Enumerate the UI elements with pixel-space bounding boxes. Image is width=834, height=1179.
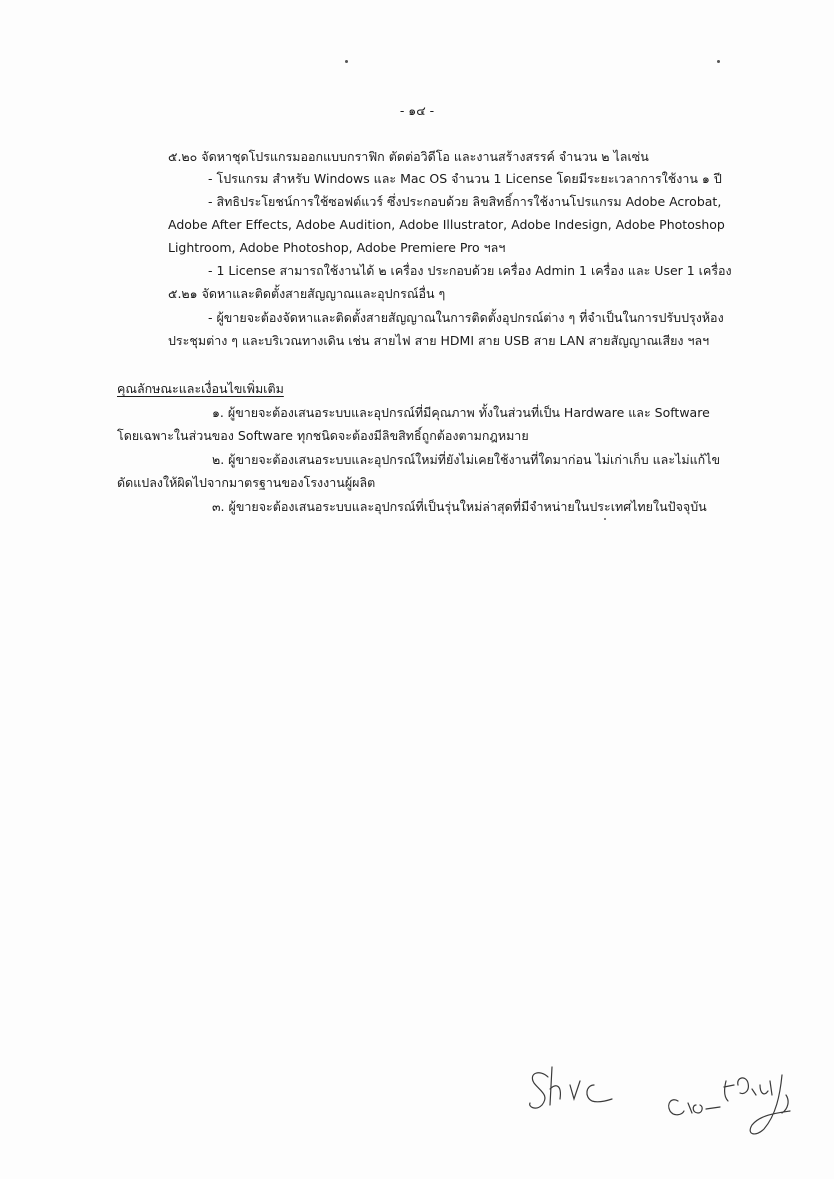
handwritten-signatures bbox=[520, 1055, 810, 1145]
signature-stroke-4 bbox=[587, 1085, 612, 1102]
scan-speck bbox=[345, 60, 348, 63]
scan-speck bbox=[604, 518, 606, 520]
signature-stroke-6 bbox=[724, 1078, 772, 1101]
list-item-continuation: Lightroom, Adobe Photoshop, Adobe Premiere Pro ฯลฯ bbox=[168, 240, 506, 255]
signature-stroke-5 bbox=[669, 1100, 720, 1115]
list-item: - โปรแกรม สำหรับ Windows และ Mac OS จำนวน 1 License โดยมีระยะเวลาการใช้งาน ๑ ปี bbox=[208, 171, 722, 186]
list-item-continuation: ประชุมต่าง ๆ และบริเวณทางเดิน เช่น สายไฟ สาย HDMI สาย USB สาย LAN สายสัญญาณเสียง ฯลฯ bbox=[168, 333, 710, 348]
scan-speck bbox=[717, 60, 720, 63]
list-item: - สิทธิประโยชน์การใช้ซอฟต์แวร์ ซึ่งประกอบด้วย ลิขสิทธิ์การใช้งานโปรแกรม Adobe Acrobat, bbox=[208, 194, 722, 209]
condition-item: ๑. ผู้ขายจะต้องเสนอระบบและอุปกรณ์ที่มีคุณภาพ ทั้งในส่วนที่เป็น Hardware และ Software bbox=[212, 405, 710, 420]
signature-stroke-1 bbox=[530, 1073, 548, 1108]
section-title: ๕.๒๐ จัดหาชุดโปรแกรมออกแบบกราฟิก ตัดต่อวิดีโอ และงานสร้างสรรค์ จำนวน ๒ ไลเซ่น bbox=[168, 149, 649, 164]
condition-item-continuation: ดัดแปลงให้ผิดไปจากมาตรฐานของโรงงานผู้ผลิต bbox=[117, 475, 376, 490]
condition-item: ๓. ผู้ขายจะต้องเสนอระบบและอุปกรณ์ที่เป็นรุ่นใหม่ล่าสุดที่มีจำหน่ายในประเทศไทยในปัจจุบัน bbox=[212, 499, 707, 514]
list-item: - 1 License สามารถใช้งานได้ ๒ เครื่อง ประกอบด้วย เครื่อง Admin 1 เครื่อง และ User 1 เครื่อง bbox=[208, 263, 732, 278]
list-item: - ผู้ขายจะต้องจัดหาและติดตั้งสายสัญญาณในการติดตั้งอุปกรณ์ต่าง ๆ ที่จำเป็นในการปรับปรุงห้อง bbox=[208, 310, 724, 325]
section-title: ๕.๒๑ จัดหาและติดตั้งสายสัญญาณและอุปกรณ์อื่น ๆ bbox=[168, 286, 446, 301]
condition-item: ๒. ผู้ขายจะต้องเสนอระบบและอุปกรณ์ใหม่ที่ยังไม่เคยใช้งานที่ใดมาก่อน ไม่เก่าเก็บ และไม่แก้ไข bbox=[212, 452, 721, 467]
list-item-continuation: Adobe After Effects, Adobe Audition, Adobe Illustrator, Adobe Indesign, Adobe Photoshop bbox=[168, 217, 725, 232]
signature-stroke-3 bbox=[570, 1081, 580, 1099]
page-number: - ๑๔ - bbox=[399, 103, 435, 118]
conditions-heading: คุณลักษณะและเงื่อนไขเพิ่มเติม bbox=[117, 381, 284, 396]
condition-item-continuation: โดยเฉพาะในส่วนของ Software ทุกชนิดจะต้องมีลิขสิทธิ์ถูกต้องตามกฎหมาย bbox=[117, 428, 529, 443]
signature-stroke-2 bbox=[550, 1067, 560, 1105]
